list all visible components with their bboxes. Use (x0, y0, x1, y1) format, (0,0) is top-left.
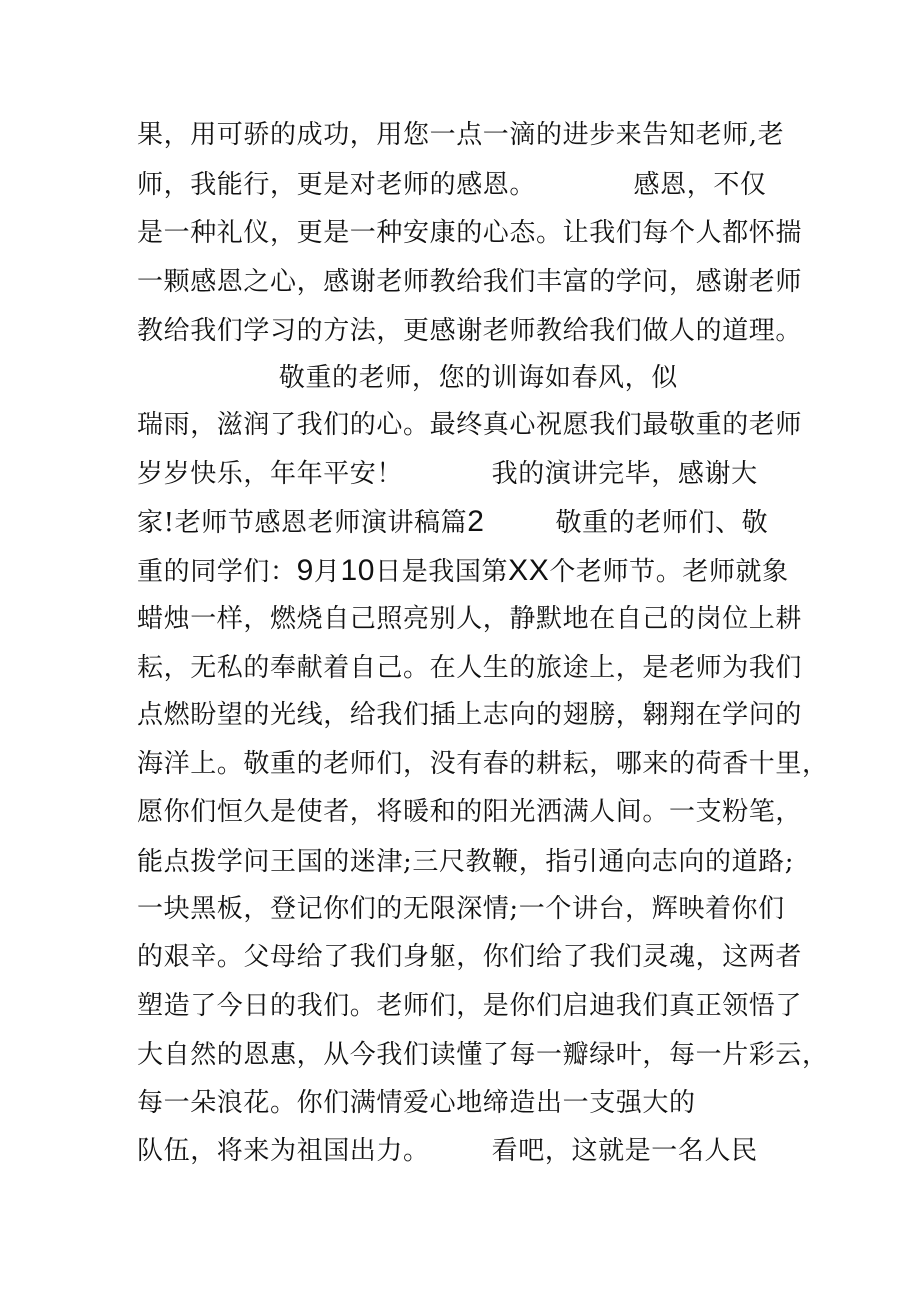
text-line (137, 1083, 696, 1123)
text-segment: 敬重的老师，您的训诲如春风，似 (278, 363, 678, 393)
text-line (137, 262, 802, 302)
text-line (137, 695, 802, 735)
text-segment: 岁岁快乐，年年平安！ (137, 459, 404, 489)
text-line (137, 937, 802, 977)
text-line (137, 405, 802, 445)
text-segment: 个老师节。老师就象 (549, 557, 789, 587)
text-segment: 耘，无私的奉献着自己。在人生的旅途上，是老师为我们 (137, 653, 803, 683)
text-gap (430, 1136, 492, 1166)
text-segment: 的艰辛。父母给了我们身躯，你们给了我们灵魂，这两者 (137, 942, 803, 972)
text-segment: 重的同学们： (137, 557, 297, 587)
text-line (137, 502, 768, 542)
text-line (137, 213, 802, 253)
text-gap (485, 508, 556, 538)
text-segment: 敬重的老师们、敬 (555, 508, 769, 538)
text-line (137, 165, 767, 205)
text-segment: 队伍，将来为祖国出力。 (137, 1136, 430, 1166)
text-line (137, 358, 678, 398)
text-segment: 感恩，不仅 (633, 170, 767, 200)
text-segment: 日是我国第 (375, 557, 509, 587)
text-line (137, 744, 829, 784)
text-line (137, 889, 785, 929)
text-segment: 蜡烛一样，燃烧自己照亮别人，静默地在自己的岗位上耕 (137, 604, 803, 634)
text-line (137, 599, 802, 639)
text-segment: 一颗感恩之心，感谢老师教给我们丰富的学问，感谢老师 (137, 267, 803, 297)
text-line (137, 454, 758, 494)
text-segment: 塑造了今日的我们。老师们，是你们启迪我们真正领悟了 (137, 991, 803, 1021)
text-segment: 看吧，这就是一名人民 (491, 1136, 758, 1166)
text-line (137, 1131, 758, 1171)
text-line (137, 311, 802, 351)
text-gap (137, 363, 279, 393)
text-segment: 月 (313, 557, 341, 587)
text-line (137, 842, 794, 882)
text-line (137, 115, 784, 155)
text-line (137, 986, 802, 1026)
text-segment: 能点拨学问王国的迷津;三尺教鞭，指引通向志向的道路; (137, 847, 795, 877)
text-line (137, 1035, 829, 1075)
text-segment: 教给我们学习的方法，更感谢老师教给我们做人的道理。 (137, 316, 803, 346)
text-segment: 我的演讲完毕，感谢大 (491, 459, 758, 489)
text-segment: 愿你们恒久是使者，将暖和的阳光洒满人间。一支粉笔， (137, 797, 803, 827)
text-segment: 海洋上。敬重的老师们，没有春的耕耘，哪来的荷香十里， (137, 749, 829, 779)
placeholder-number: XX (508, 554, 550, 587)
text-segment: 大自然的恩惠，从今我们读懂了每一瓣绿叶，每一片彩云， (137, 1040, 829, 1070)
text-segment: 果，用可骄的成功，用您一点一滴的进步来告知老师,老 (137, 120, 785, 150)
text-line (137, 551, 789, 591)
text-gap (403, 459, 492, 489)
text-segment: 点燃盼望的光线，给我们插上志向的翅膀，翱翔在学问的 (137, 700, 803, 730)
section-number: 2 (467, 505, 485, 538)
text-line (137, 648, 802, 688)
text-gap (536, 170, 634, 200)
date-number: 10 (340, 554, 376, 587)
text-segment: 家!老师节感恩老师演讲稿篇 (137, 508, 468, 538)
text-segment: 是一种礼仪，更是一种安康的心态。让我们每个人都怀揣 (137, 218, 803, 248)
text-segment: 瑞雨，滋润了我们的心。最终真心祝愿我们最敬重的老师 (137, 410, 803, 440)
text-segment: 师，我能行，更是对老师的感恩。 (137, 170, 537, 200)
date-number: 9 (296, 554, 314, 587)
text-line (137, 792, 802, 832)
text-segment: 每一朵浪花。你们满情爱心地缔造出一支强大的 (137, 1088, 696, 1118)
text-segment: 一块黑板，登记你们的无限深情;一个讲台，辉映着你们 (137, 894, 785, 924)
